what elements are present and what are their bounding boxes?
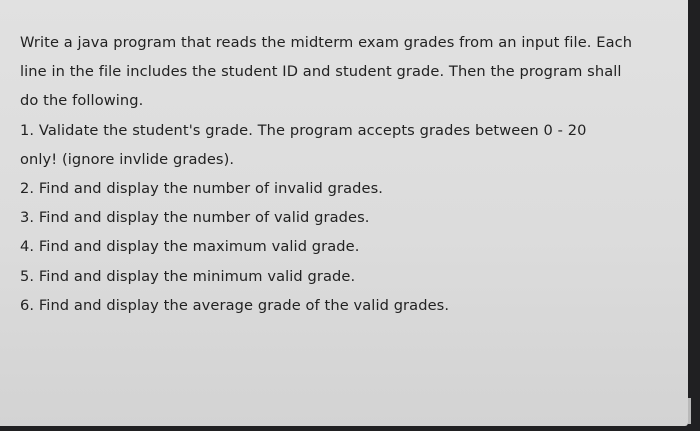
task-6: 6. Find and display the average grade of the valid grades. xyxy=(20,296,450,314)
task-2: 2. Find and display the number of invalid grades. xyxy=(20,180,384,198)
task-3: 3. Find and display the number of valid grades. xyxy=(20,209,370,227)
intro-line-2: line in the file includes the student ID and student grade. Then the program shall xyxy=(20,63,622,81)
scrollbar-edge xyxy=(688,398,691,424)
intro-line-3: do the following. xyxy=(20,92,144,110)
intro-line-1: Write a java program that reads the midterm exam grades from an input file. Each xyxy=(20,34,633,51)
task-1-line-2: only! (ignore invlide grades). xyxy=(20,150,235,168)
task-5: 5. Find and display the minimum valid grade. xyxy=(20,267,356,285)
question-text xyxy=(20,28,688,320)
task-1-line-1: 1. Validate the student's grade. The program accepts grades between 0 - 20 xyxy=(20,121,587,139)
task-4: 4. Find and display the maximum valid grade. xyxy=(20,238,360,256)
